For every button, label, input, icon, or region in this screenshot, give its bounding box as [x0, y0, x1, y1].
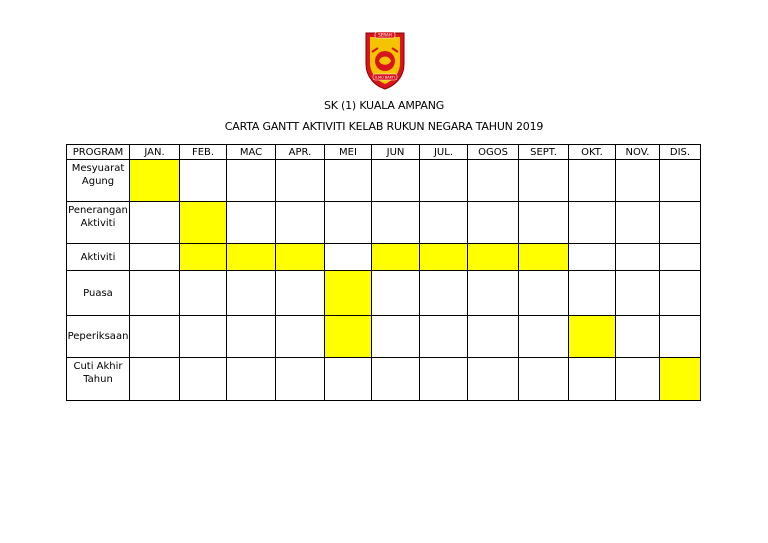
- logo-motto-text: ILMU BAKTI: [375, 75, 395, 80]
- gantt-active-cell: [325, 271, 372, 316]
- gantt-cell: [660, 244, 701, 271]
- gantt-cell: [420, 271, 468, 316]
- gantt-cell: [660, 160, 701, 202]
- program-cell: Penerangan Aktiviti: [67, 202, 130, 244]
- gantt-cell: [227, 271, 276, 316]
- gantt-cell: [130, 244, 180, 271]
- column-header-program: PROGRAM: [67, 145, 130, 160]
- gantt-cell: [227, 358, 276, 401]
- gantt-cell: [569, 244, 616, 271]
- table-row: [67, 160, 701, 202]
- gantt-cell: [660, 202, 701, 244]
- column-header-sept: SEPT.: [519, 145, 569, 160]
- gantt-cell: [325, 202, 372, 244]
- gantt-cell: [660, 271, 701, 316]
- gantt-active-cell: [519, 244, 569, 271]
- gantt-cell: [180, 358, 227, 401]
- gantt-cell: [569, 271, 616, 316]
- gantt-cell: [130, 358, 180, 401]
- program-cell: Puasa: [67, 271, 130, 316]
- column-header-jul: JUL.: [420, 145, 468, 160]
- gantt-active-cell: [420, 244, 468, 271]
- gantt-cell: [468, 160, 519, 202]
- gantt-active-cell: [180, 202, 227, 244]
- gantt-active-cell: [276, 244, 325, 271]
- gantt-cell: [616, 271, 660, 316]
- program-cell: Peperiksaan: [67, 316, 130, 358]
- column-header-dis: DIS.: [660, 145, 701, 160]
- gantt-cell: [372, 358, 420, 401]
- gantt-cell: [130, 316, 180, 358]
- gantt-cell: [616, 244, 660, 271]
- column-header-ogos: OGOS: [468, 145, 519, 160]
- gantt-cell: [372, 316, 420, 358]
- gantt-cell: [569, 358, 616, 401]
- gantt-cell: [616, 160, 660, 202]
- gantt-cell: [227, 316, 276, 358]
- gantt-cell: [276, 202, 325, 244]
- gantt-cell: [519, 271, 569, 316]
- column-header-feb: FEB.: [180, 145, 227, 160]
- column-header-mac: MAC: [227, 145, 276, 160]
- gantt-cell: [276, 271, 325, 316]
- gantt-cell: [616, 316, 660, 358]
- table-row: [67, 358, 701, 401]
- gantt-cell: [130, 271, 180, 316]
- chart-title: CARTA GANTT AKTIVITI KELAB RUKUN NEGARA TAHUN 2019: [224, 120, 544, 133]
- column-header-mei: MEI: [325, 145, 372, 160]
- gantt-active-cell: [660, 358, 701, 401]
- school-crest-logo: [362, 30, 408, 90]
- program-cell: Cuti Akhir Tahun: [67, 358, 130, 401]
- gantt-cell: [227, 202, 276, 244]
- gantt-cell: [519, 316, 569, 358]
- table-row: [67, 271, 701, 316]
- header-row: [67, 145, 701, 160]
- gantt-cell: [468, 202, 519, 244]
- column-header-nov: NOV.: [616, 145, 660, 160]
- gantt-cell: [616, 358, 660, 401]
- table-row: [67, 244, 701, 271]
- gantt-cell: [519, 358, 569, 401]
- table-row: [67, 202, 701, 244]
- gantt-cell: [519, 160, 569, 202]
- gantt-cell: [660, 316, 701, 358]
- gantt-active-cell: [468, 244, 519, 271]
- column-header-jan: JAN.: [130, 145, 180, 160]
- gantt-cell: [180, 160, 227, 202]
- logo-banner-text: SERAH: [378, 32, 392, 38]
- gantt-cell: [569, 160, 616, 202]
- table-row: [67, 316, 701, 358]
- program-cell: Aktiviti: [67, 244, 130, 271]
- gantt-active-cell: [372, 244, 420, 271]
- program-cell: Mesyuarat Agung: [67, 160, 130, 202]
- gantt-chart-table: [66, 144, 701, 401]
- gantt-cell: [468, 271, 519, 316]
- gantt-cell: [468, 316, 519, 358]
- gantt-cell: [372, 271, 420, 316]
- gantt-cell: [130, 202, 180, 244]
- gantt-cell: [616, 202, 660, 244]
- gantt-cell: [420, 358, 468, 401]
- gantt-active-cell: [180, 244, 227, 271]
- gantt-active-cell: [130, 160, 180, 202]
- gantt-cell: [420, 160, 468, 202]
- gantt-body: [67, 160, 701, 401]
- gantt-active-cell: [227, 244, 276, 271]
- gantt-cell: [276, 358, 325, 401]
- gantt-cell: [276, 160, 325, 202]
- gantt-cell: [569, 202, 616, 244]
- column-header-okt: OKT.: [569, 145, 616, 160]
- gantt-cell: [372, 202, 420, 244]
- gantt-cell: [420, 316, 468, 358]
- gantt-cell: [325, 358, 372, 401]
- school-name: SK (1) KUALA AMPANG: [323, 99, 445, 112]
- gantt-cell: [325, 160, 372, 202]
- gantt-active-cell: [569, 316, 616, 358]
- gantt-active-cell: [325, 316, 372, 358]
- gantt-cell: [468, 358, 519, 401]
- gantt-cell: [372, 160, 420, 202]
- gantt-cell: [180, 316, 227, 358]
- gantt-cell: [180, 271, 227, 316]
- gantt-cell: [227, 160, 276, 202]
- gantt-cell: [276, 316, 325, 358]
- column-header-jun: JUN: [372, 145, 420, 160]
- gantt-cell: [325, 244, 372, 271]
- gantt-cell: [420, 202, 468, 244]
- gantt-cell: [519, 202, 569, 244]
- column-header-apr: APR.: [276, 145, 325, 160]
